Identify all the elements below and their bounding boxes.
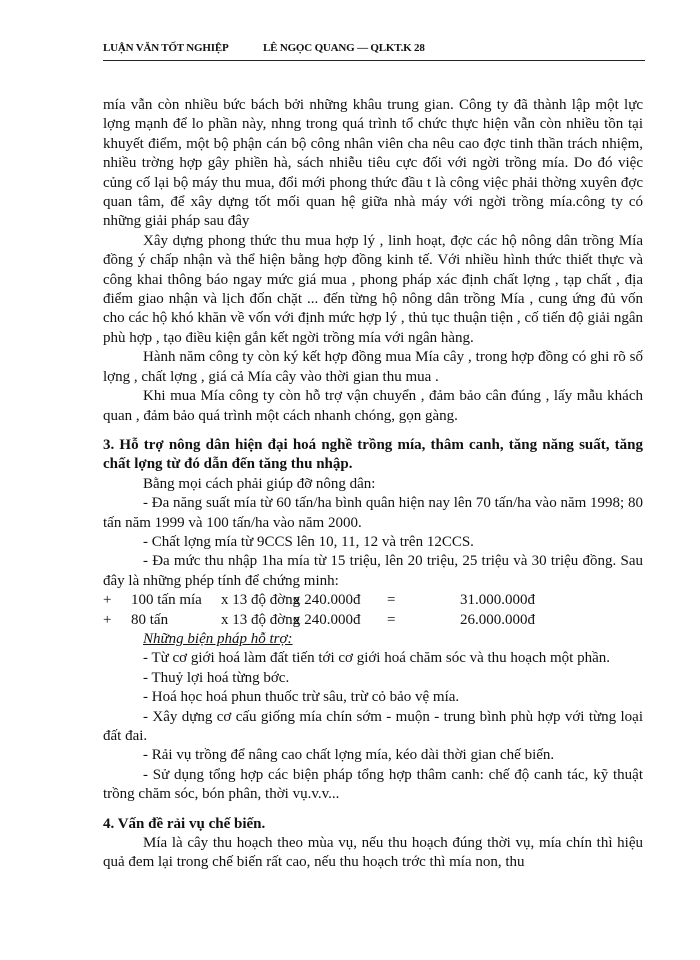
list-item: - Rải vụ trồng để nâng cao chất lợng mía, kéo dài thời gian chế biến. <box>143 747 555 764</box>
list-item: - Đa năng suất mía từ 60 tấn/ha bình quân hiện nay lên 70 tấn/ha vào năm 1998; 80 tấn năm 1999 và 100 tấn/ha vào năm 2000. <box>103 495 643 531</box>
list-item: - Chất lợng mía từ 9CCS lên 10, 11, 12 và trên 12CCS. <box>143 533 474 550</box>
calc-sign: + <box>103 611 112 628</box>
list-item: - Xây dựng cơ cấu giống mía chín sớm - muộn - trung bình phù hợp với từng loại đất đai. <box>103 708 643 744</box>
calc-equals: = <box>387 611 396 628</box>
header-rule <box>103 60 645 61</box>
section-3-heading: 3. Hỗ trợ nông dân hiện đại hoá nghề trồng mía, thâm canh, tăng năng suất, tăng chất lợng từ đó dẫn đến tăng thu nhập. <box>103 436 643 473</box>
section-4-heading: 4. Vấn đề rải vụ chế biến. <box>103 815 266 832</box>
list-item: - Thuỷ lợi hoá từng bớc. <box>143 669 290 686</box>
document-body <box>103 96 643 873</box>
calc-sign: + <box>103 592 112 609</box>
list-item: - Đa mức thu nhập 1ha mía từ 15 triệu, lên 20 triệu, 25 triệu và 30 triệu đồng. Sau đây là những phép tính để chứng minh: <box>103 553 643 589</box>
calc-result: 26.000.000đ <box>460 611 535 628</box>
calculation-row <box>103 591 643 610</box>
calculation-row <box>103 611 643 630</box>
measures-heading <box>103 630 643 649</box>
calc-result: 31.000.000đ <box>460 592 535 609</box>
calc-equals: = <box>387 592 396 609</box>
paragraph-4: Khi mua Mía công ty còn hỗ trợ vận chuyển , đảm bảo cân đúng , lấy mẫu khách quan , đảm bảo quá trình một cách nhanh chóng, gọn gàng. <box>103 388 643 424</box>
list-item: - Hoá học hoá phun thuốc trừ sâu, trừ cỏ bảo vệ mía. <box>143 689 460 706</box>
paragraph-1: mía vẫn còn nhiều bức bách bởi những khâu trung gian. Công ty đã thành lập một lực lợng mạnh để lo phần này, nhng trong quá trình tổ chức thực hiện vẫn còn nhiều tồn tại khuyết điểm, một bộ phận cán bộ công nhân viên cha nêu cao đợc tinh thần trách nhiệm, nhiều trờng hợp gây phiền hà, sách nhiễu tiêu cực đối với ngời trồng mía. Do đó việc củng cố lại bộ máy thu mua, đổi mới phong thức đầu t là công việc phải thờng xuyên đợc quan tâm, để xây dựng tốt mối quan hệ giữa nhà máy với ngời trồng mía.công ty có những giải pháp sau đây <box>103 97 643 230</box>
calc-sugar-degree: x 13 độ đờng <box>221 592 301 609</box>
calc-sugar-degree: x 13 độ đờng <box>221 611 301 628</box>
list-item: - Từ cơ giới hoá làm đất tiến tới cơ giới hoá chăm sóc và thu hoạch một phần. <box>143 650 610 667</box>
list-item: - Sử dụng tổng hợp các biện pháp tổng hợp thâm canh: chế độ canh tác, kỹ thuật trồng chăm sóc, bón phân, thời vụ.v.v... <box>103 766 643 803</box>
calc-quantity: 100 tấn mía <box>131 592 202 609</box>
calc-price: x 240.000đ <box>293 611 361 628</box>
section-4-text: Mía là cây thu hoạch theo mùa vụ, nếu thu hoạch đúng thời vụ, mía chín thì hiệu quả đem lại trong chế biến rất cao, nếu thu hoạch trớc thì mía non, thu <box>103 835 643 871</box>
header-thesis-title: LUẬN VĂN TỐT NGHIỆP <box>103 42 229 54</box>
section-3-intro: Bằng mọi cách phải giúp đỡ nông dân: <box>143 475 376 492</box>
calc-quantity: 80 tấn <box>131 611 169 628</box>
measures-heading-text: Những biện pháp hỗ trợ: <box>143 630 293 647</box>
paragraph-3: Hành năm công ty còn ký kết hợp đồng mua Mía cây , trong hợp đồng có ghi rõ số lợng , chất lợng , giá cả Mía cây vào thời gian thu mua . <box>103 349 643 385</box>
header-author: LÊ NGỌC QUANG — QLKT.K 28 <box>263 42 425 54</box>
paragraph-2: Xây dựng phong thức thu mua hợp lý , linh hoạt, đợc các hộ nông dân trồng Mía đồng ý chấp nhận và thể hiện bằng hợp đồng kinh tế. Với nhiều hình thức thiết thực và công khai thông báo ngay mức giá mua , phong pháp xác định chất lợng , tạp chất , địa điểm giao nhận và lịch đốn chặt ... đến từng hộ nông dân trồng Mía , cung ứng đủ vốn cho các hộ khó khăn về vốn với định mức hợp lý , thủ tục thuận tiện , cố tiến độ giải ngân phù hợp , tạo điều kiện gắn kết ngời trồng mía với ngân hàng. <box>103 232 643 346</box>
page-header <box>103 42 643 60</box>
calc-price: x 240.000đ <box>293 592 361 609</box>
